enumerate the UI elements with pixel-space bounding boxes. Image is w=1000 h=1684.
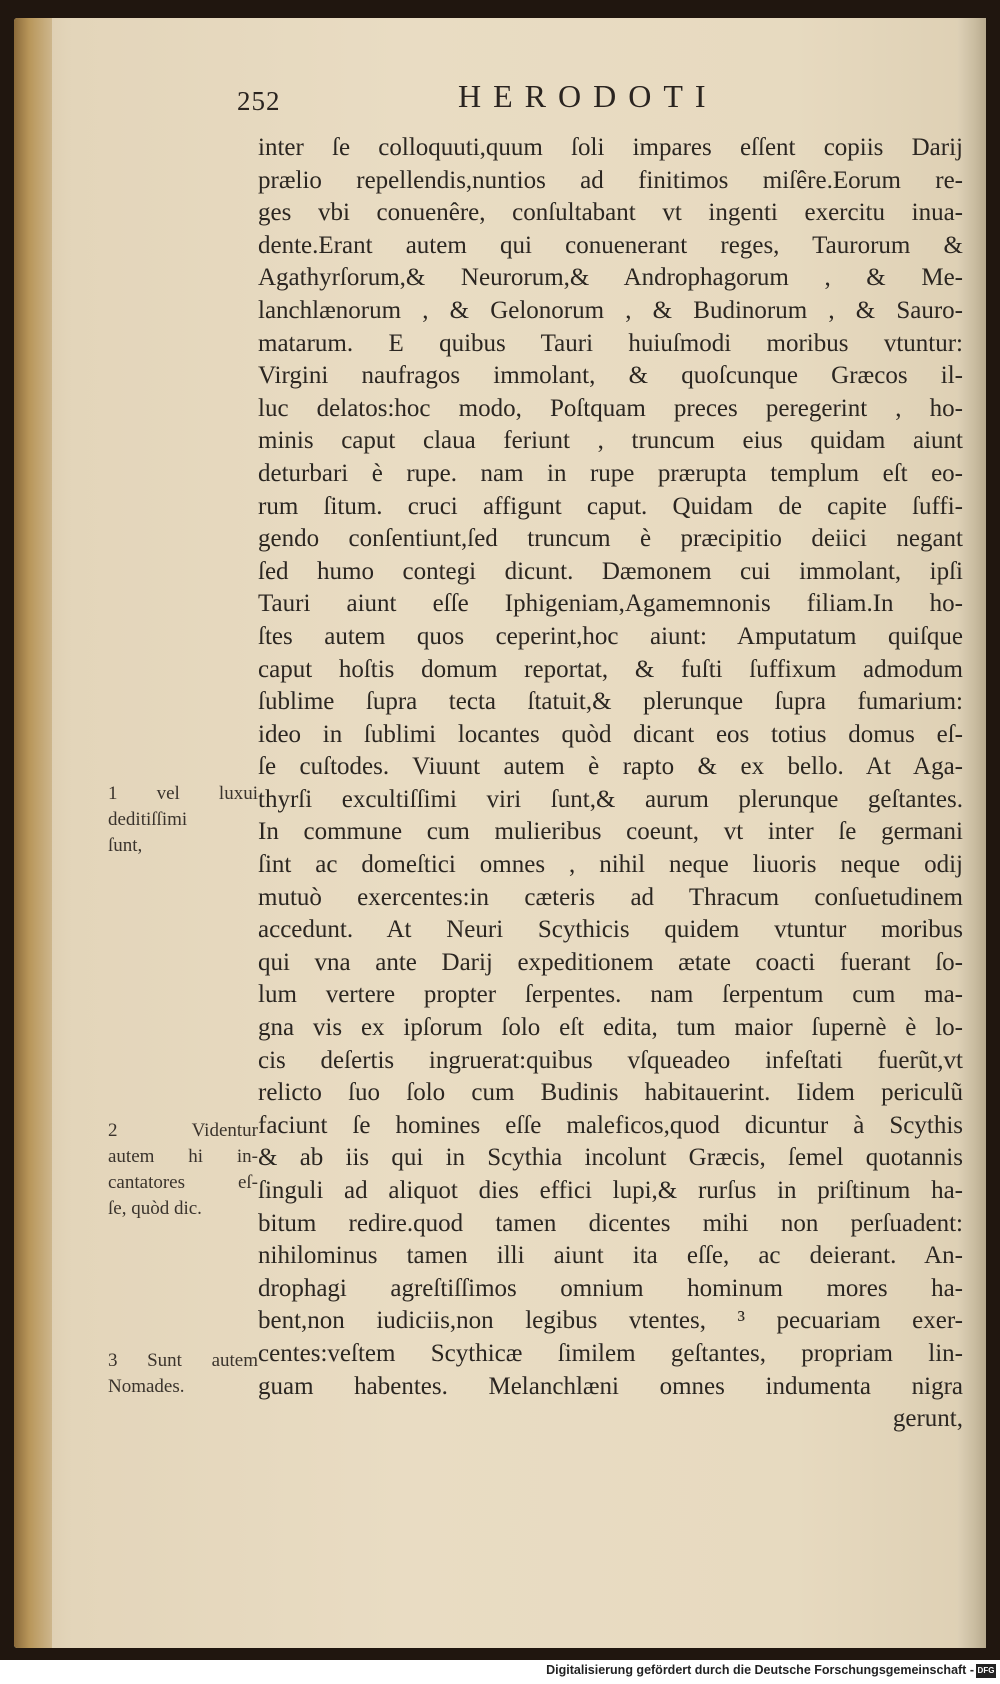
text-line: faciunt ſe homines eſſe maleficos,quod dicuntur à Scythis [258, 1111, 963, 1139]
text-line: dente.Erant autem qui conuenerant reges, Taurorum & [258, 231, 963, 259]
text-line: cis deſertis ingruerat:quibus vſqueadeo infeſtati fuerũt,vt [258, 1046, 963, 1074]
funding-credit: Digitalisierung gefördert durch die Deutsche Forschungsgemeinschaft - [546, 1663, 974, 1677]
text-line: gendo conſentiunt,ſed truncum è præcipitio deiici negant [258, 525, 963, 553]
dfg-logo: DFG [976, 1664, 996, 1678]
margin-note-line: ſe, quòd dic. [108, 1198, 202, 1219]
text-line: matarum. E quibus Tauri huiuſmodi moribus vtuntur: [258, 329, 963, 357]
margin-note-1 [108, 781, 258, 859]
margin-note-line: 2 Videntur [108, 1120, 258, 1141]
text-line: lum vertere propter ſerpentes. nam ſerpentum cum ma- [258, 981, 963, 1009]
text-line: lanchlænorum , & Gelonorum , & Budinorum , & Sauro- [258, 296, 963, 324]
text-line: ſublime ſupra tecta ſtatuit,& plerunque ſupra fumarium: [258, 688, 963, 716]
text-line: drophagi agreſtiſſimos omnium hominum mores ha- [258, 1274, 963, 1302]
text-line: In commune cum mulieribus coeunt, vt inter ſe germani [258, 818, 963, 846]
text-line: ges vbi conuenêre, conſultabant vt ingenti exercitu inua- [258, 199, 963, 227]
text-line: ideo in ſublimi locantes quòd dicant eos totius domus eſ- [258, 720, 963, 748]
body-text [258, 132, 963, 1436]
margin-note-3 [108, 1348, 258, 1400]
text-line: thyrſi excultiſſimi viri ſunt,& aurum plerunque geſtantes. [258, 785, 963, 813]
text-line: minis caput claua feriunt , truncum eius quidam aiunt [258, 427, 963, 455]
text-line: & ab iis qui in Scythia incolunt Græcis, ſemel quotannis [258, 1144, 963, 1172]
text-line: caput hoſtis domum reportat, & fuſti ſuffixum admodum [258, 655, 963, 683]
margin-note-line: autem hi in- [108, 1146, 258, 1167]
margin-note-line: 1 vel luxui [108, 783, 258, 804]
text-line: ſtes autem quos ceperint,hoc aiunt: Amputatum quiſque [258, 622, 963, 650]
text-line: prælio repellendis,nuntios ad finitimos miſêre.Eorum re- [258, 166, 963, 194]
page-number: 252 [237, 86, 281, 116]
margin-note-line: deditiſſimi [108, 809, 188, 830]
text-line: ſint ac domeſtici omnes , nihil neque liuoris neque odij [258, 851, 963, 879]
text-line: Tauri aiunt eſſe Iphigeniam,Agamemnonis filiam.In ho- [258, 590, 963, 618]
margin-note-line: ſunt, [108, 835, 143, 856]
text-line: qui vna ante Darij expeditionem ætate coacti fuerant ſo- [258, 948, 963, 976]
text-line: ſed humo contegi dicunt. Dæmonem cui immolant, ipſi [258, 557, 963, 585]
text-line: Agathyrſorum,& Neurorum,& Androphagorum , & Me- [258, 264, 963, 292]
margin-note-line: cantatores eſ- [108, 1172, 258, 1193]
page-header [0, 78, 1000, 128]
text-line: bent,non iudiciis,non legibus vtentes, ³ pecuariam exer- [258, 1307, 963, 1335]
text-line: ſe cuſtodes. Viuunt autem è rapto & ex bello. At Aga- [258, 753, 963, 781]
margin-note-line: Nomades. [108, 1376, 185, 1397]
running-title: HERODOTI [458, 78, 718, 114]
text-line: inter ſe colloquuti,quum ſoli impares eſſent copiis Darij [258, 134, 963, 161]
margin-note-2 [108, 1118, 258, 1222]
text-line: nihilominus tamen illi aiunt ita eſſe, ac deierant. An- [258, 1242, 963, 1270]
page-gutter [14, 18, 52, 1648]
text-line: relicto ſuo ſolo cum Budinis habitauerint. Iidem periculũ [258, 1079, 963, 1107]
text-line: rum ſitum. cruci affigunt caput. Quidam de capite ſuffi- [258, 492, 963, 520]
footer-bar [0, 1660, 1000, 1684]
text-line: ſinguli ad aliquot dies effici lupi,& rurſus in priſtinum ha- [258, 1177, 963, 1204]
text-line: gna vis ex ipſorum ſolo eſt edita, tum maior ſupernè è lo- [258, 1014, 963, 1042]
text-line: accedunt. At Neuri Scythicis quidem vtuntur moribus [258, 916, 963, 944]
text-line: Virgini naufragos immolant, & quoſcunque Græcos il- [258, 362, 963, 390]
text-line: bitum redire.quod tamen dicentes mihi non perſuadent: [258, 1209, 963, 1237]
text-line: centes:veſtem Scythicæ ſimilem geſtantes, propriam lin- [258, 1339, 963, 1367]
text-line: mutuò exercentes:in cæteris ad Thracum conſuetudinem [258, 883, 963, 911]
margin-note-line: 3 Sunt autem [108, 1350, 258, 1371]
text-line: luc delatos:hoc modo, Poſtquam preces peregerint , ho- [258, 394, 963, 422]
text-line: deturbari è rupe. nam in rupe prærupta templum eſt eo- [258, 459, 963, 487]
text-line: gerunt, [892, 1405, 963, 1433]
text-line: guam habentes. Melanchlæni omnes indumenta nigra [258, 1372, 963, 1400]
